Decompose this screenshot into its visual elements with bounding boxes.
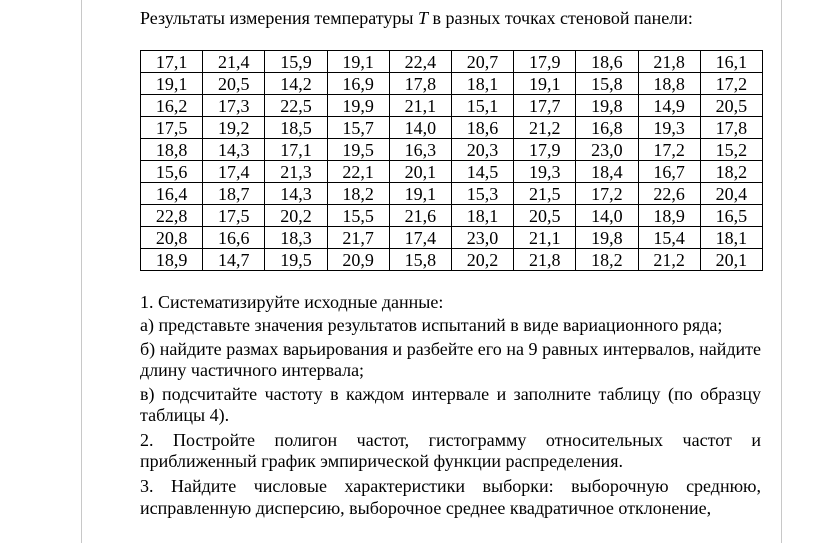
- table-cell: 20,1: [389, 161, 451, 183]
- table-cell: 16,9: [327, 73, 389, 95]
- table-cell: 16,5: [700, 205, 762, 227]
- table-cell: 22,4: [389, 51, 451, 73]
- table-cell: 15,9: [265, 51, 327, 73]
- table-cell: 18,6: [576, 51, 638, 73]
- table-cell: 14,9: [638, 95, 700, 117]
- table-cell: 18,9: [141, 249, 203, 271]
- table-cell: 16,6: [203, 227, 265, 249]
- temperature-table-body: [141, 51, 763, 271]
- table-cell: 18,7: [203, 183, 265, 205]
- table-cell: 15,3: [451, 183, 513, 205]
- table-cell: 17,2: [700, 73, 762, 95]
- table-cell: 15,1: [451, 95, 513, 117]
- table-cell: 17,9: [514, 139, 576, 161]
- table-cell: 15,7: [327, 117, 389, 139]
- table-cell: 22,6: [638, 183, 700, 205]
- table-cell: 20,1: [700, 249, 762, 271]
- task-list: [140, 292, 761, 523]
- table-cell: 16,7: [638, 161, 700, 183]
- table-cell: 16,1: [700, 51, 762, 73]
- table-cell: 18,2: [576, 249, 638, 271]
- table-cell: 17,3: [203, 95, 265, 117]
- temperature-variable: T: [418, 8, 429, 28]
- table-cell: 20,3: [451, 139, 513, 161]
- table-cell: 17,8: [700, 117, 762, 139]
- table-cell: 16,4: [141, 183, 203, 205]
- table-cell: 21,5: [514, 183, 576, 205]
- page-right-border: [781, 0, 782, 543]
- table-row: [141, 51, 763, 73]
- table-cell: 15,8: [389, 249, 451, 271]
- table-cell: 14,2: [265, 73, 327, 95]
- table-cell: 19,1: [141, 73, 203, 95]
- task-3: 3. Найдите числовые характеристики выборки: выборочную среднюю, исправленную дисперсию, выборочное среднее квадратичное отклонение,: [140, 476, 761, 518]
- table-cell: 21,8: [638, 51, 700, 73]
- table-cell: 18,3: [265, 227, 327, 249]
- table-cell: 14,3: [265, 183, 327, 205]
- table-cell: 16,8: [576, 117, 638, 139]
- table-cell: 16,3: [389, 139, 451, 161]
- table-cell: 20,7: [451, 51, 513, 73]
- table-cell: 22,8: [141, 205, 203, 227]
- table-cell: 14,7: [203, 249, 265, 271]
- table-row: [141, 73, 763, 95]
- table-cell: 17,4: [203, 161, 265, 183]
- table-cell: 14,0: [389, 117, 451, 139]
- table-cell: 18,8: [141, 139, 203, 161]
- table-cell: 20,5: [203, 73, 265, 95]
- table-cell: 20,9: [327, 249, 389, 271]
- table-cell: 17,5: [141, 117, 203, 139]
- table-cell: 18,6: [451, 117, 513, 139]
- table-cell: 17,4: [389, 227, 451, 249]
- table-cell: 20,2: [265, 205, 327, 227]
- table-cell: 21,1: [514, 227, 576, 249]
- table-row: [141, 183, 763, 205]
- table-cell: 23,0: [576, 139, 638, 161]
- table-cell: 18,8: [638, 73, 700, 95]
- measurement-heading: [140, 6, 693, 30]
- table-cell: 23,0: [451, 227, 513, 249]
- table-cell: 18,1: [700, 227, 762, 249]
- page-left-border: [81, 0, 82, 543]
- table-cell: 17,5: [203, 205, 265, 227]
- table-cell: 19,1: [327, 51, 389, 73]
- table-cell: 21,6: [389, 205, 451, 227]
- table-cell: 19,3: [638, 117, 700, 139]
- table-cell: 19,5: [265, 249, 327, 271]
- temperature-table: [140, 50, 763, 271]
- table-cell: 18,5: [265, 117, 327, 139]
- table-row: [141, 117, 763, 139]
- table-cell: 18,1: [451, 205, 513, 227]
- table-cell: 19,2: [203, 117, 265, 139]
- table-row: [141, 227, 763, 249]
- table-cell: 21,2: [638, 249, 700, 271]
- task-1: 1. Систематизируйте исходные данные:: [140, 292, 444, 312]
- table-cell: 21,4: [203, 51, 265, 73]
- table-cell: 18,1: [451, 73, 513, 95]
- table-row: [141, 95, 763, 117]
- task-1a: а) представьте значения результатов испытаний в виде вариационного ряда;: [140, 315, 723, 336]
- table-cell: 17,2: [576, 183, 638, 205]
- table-cell: 20,5: [514, 205, 576, 227]
- table-cell: 14,3: [203, 139, 265, 161]
- table-cell: 15,4: [638, 227, 700, 249]
- table-cell: 22,5: [265, 95, 327, 117]
- table-cell: 21,2: [514, 117, 576, 139]
- heading-text-after: в разных точках стеновой панели:: [428, 8, 693, 28]
- table-cell: 21,7: [327, 227, 389, 249]
- task-1b: б) найдите размах варьирования и разбейте его на 9 равных интервалов, найдите длину частичного интервала;: [140, 338, 761, 381]
- table-row: [141, 205, 763, 227]
- table-cell: 19,1: [389, 183, 451, 205]
- table-row: [141, 161, 763, 183]
- table-cell: 21,1: [389, 95, 451, 117]
- table-cell: 20,8: [141, 227, 203, 249]
- table-cell: 17,7: [514, 95, 576, 117]
- table-cell: 14,5: [451, 161, 513, 183]
- table-cell: 21,8: [514, 249, 576, 271]
- table-cell: 15,5: [327, 205, 389, 227]
- table-cell: 19,8: [576, 227, 638, 249]
- table-cell: 17,1: [141, 51, 203, 73]
- table-cell: 19,5: [327, 139, 389, 161]
- table-cell: 15,6: [141, 161, 203, 183]
- table-cell: 17,9: [514, 51, 576, 73]
- table-cell: 19,8: [576, 95, 638, 117]
- table-cell: 18,4: [576, 161, 638, 183]
- table-cell: 21,3: [265, 161, 327, 183]
- table-cell: 15,8: [576, 73, 638, 95]
- table-cell: 18,2: [700, 161, 762, 183]
- table-cell: 19,9: [327, 95, 389, 117]
- table-cell: 17,8: [389, 73, 451, 95]
- task-2: 2. Постройте полигон частот, гистограмму относительных частот и приближенный график эмпирической функции распределения.: [140, 430, 761, 472]
- table-cell: 15,2: [700, 139, 762, 161]
- table-cell: 20,5: [700, 95, 762, 117]
- table-cell: 17,2: [638, 139, 700, 161]
- table-cell: 17,1: [265, 139, 327, 161]
- table-row: [141, 249, 763, 271]
- table-cell: 18,9: [638, 205, 700, 227]
- table-cell: 19,1: [514, 73, 576, 95]
- table-cell: 16,2: [141, 95, 203, 117]
- table-cell: 22,1: [327, 161, 389, 183]
- task-1c: в) подсчитайте частоту в каждом интервале и заполните таблицу (по образцу таблицы 4).: [140, 383, 761, 426]
- table-cell: 14,0: [576, 205, 638, 227]
- table-cell: 20,2: [451, 249, 513, 271]
- table-cell: 18,2: [327, 183, 389, 205]
- heading-text-before: Результаты измерения температуры: [140, 8, 419, 28]
- table-cell: 19,3: [514, 161, 576, 183]
- table-row: [141, 139, 763, 161]
- table-cell: 20,4: [700, 183, 762, 205]
